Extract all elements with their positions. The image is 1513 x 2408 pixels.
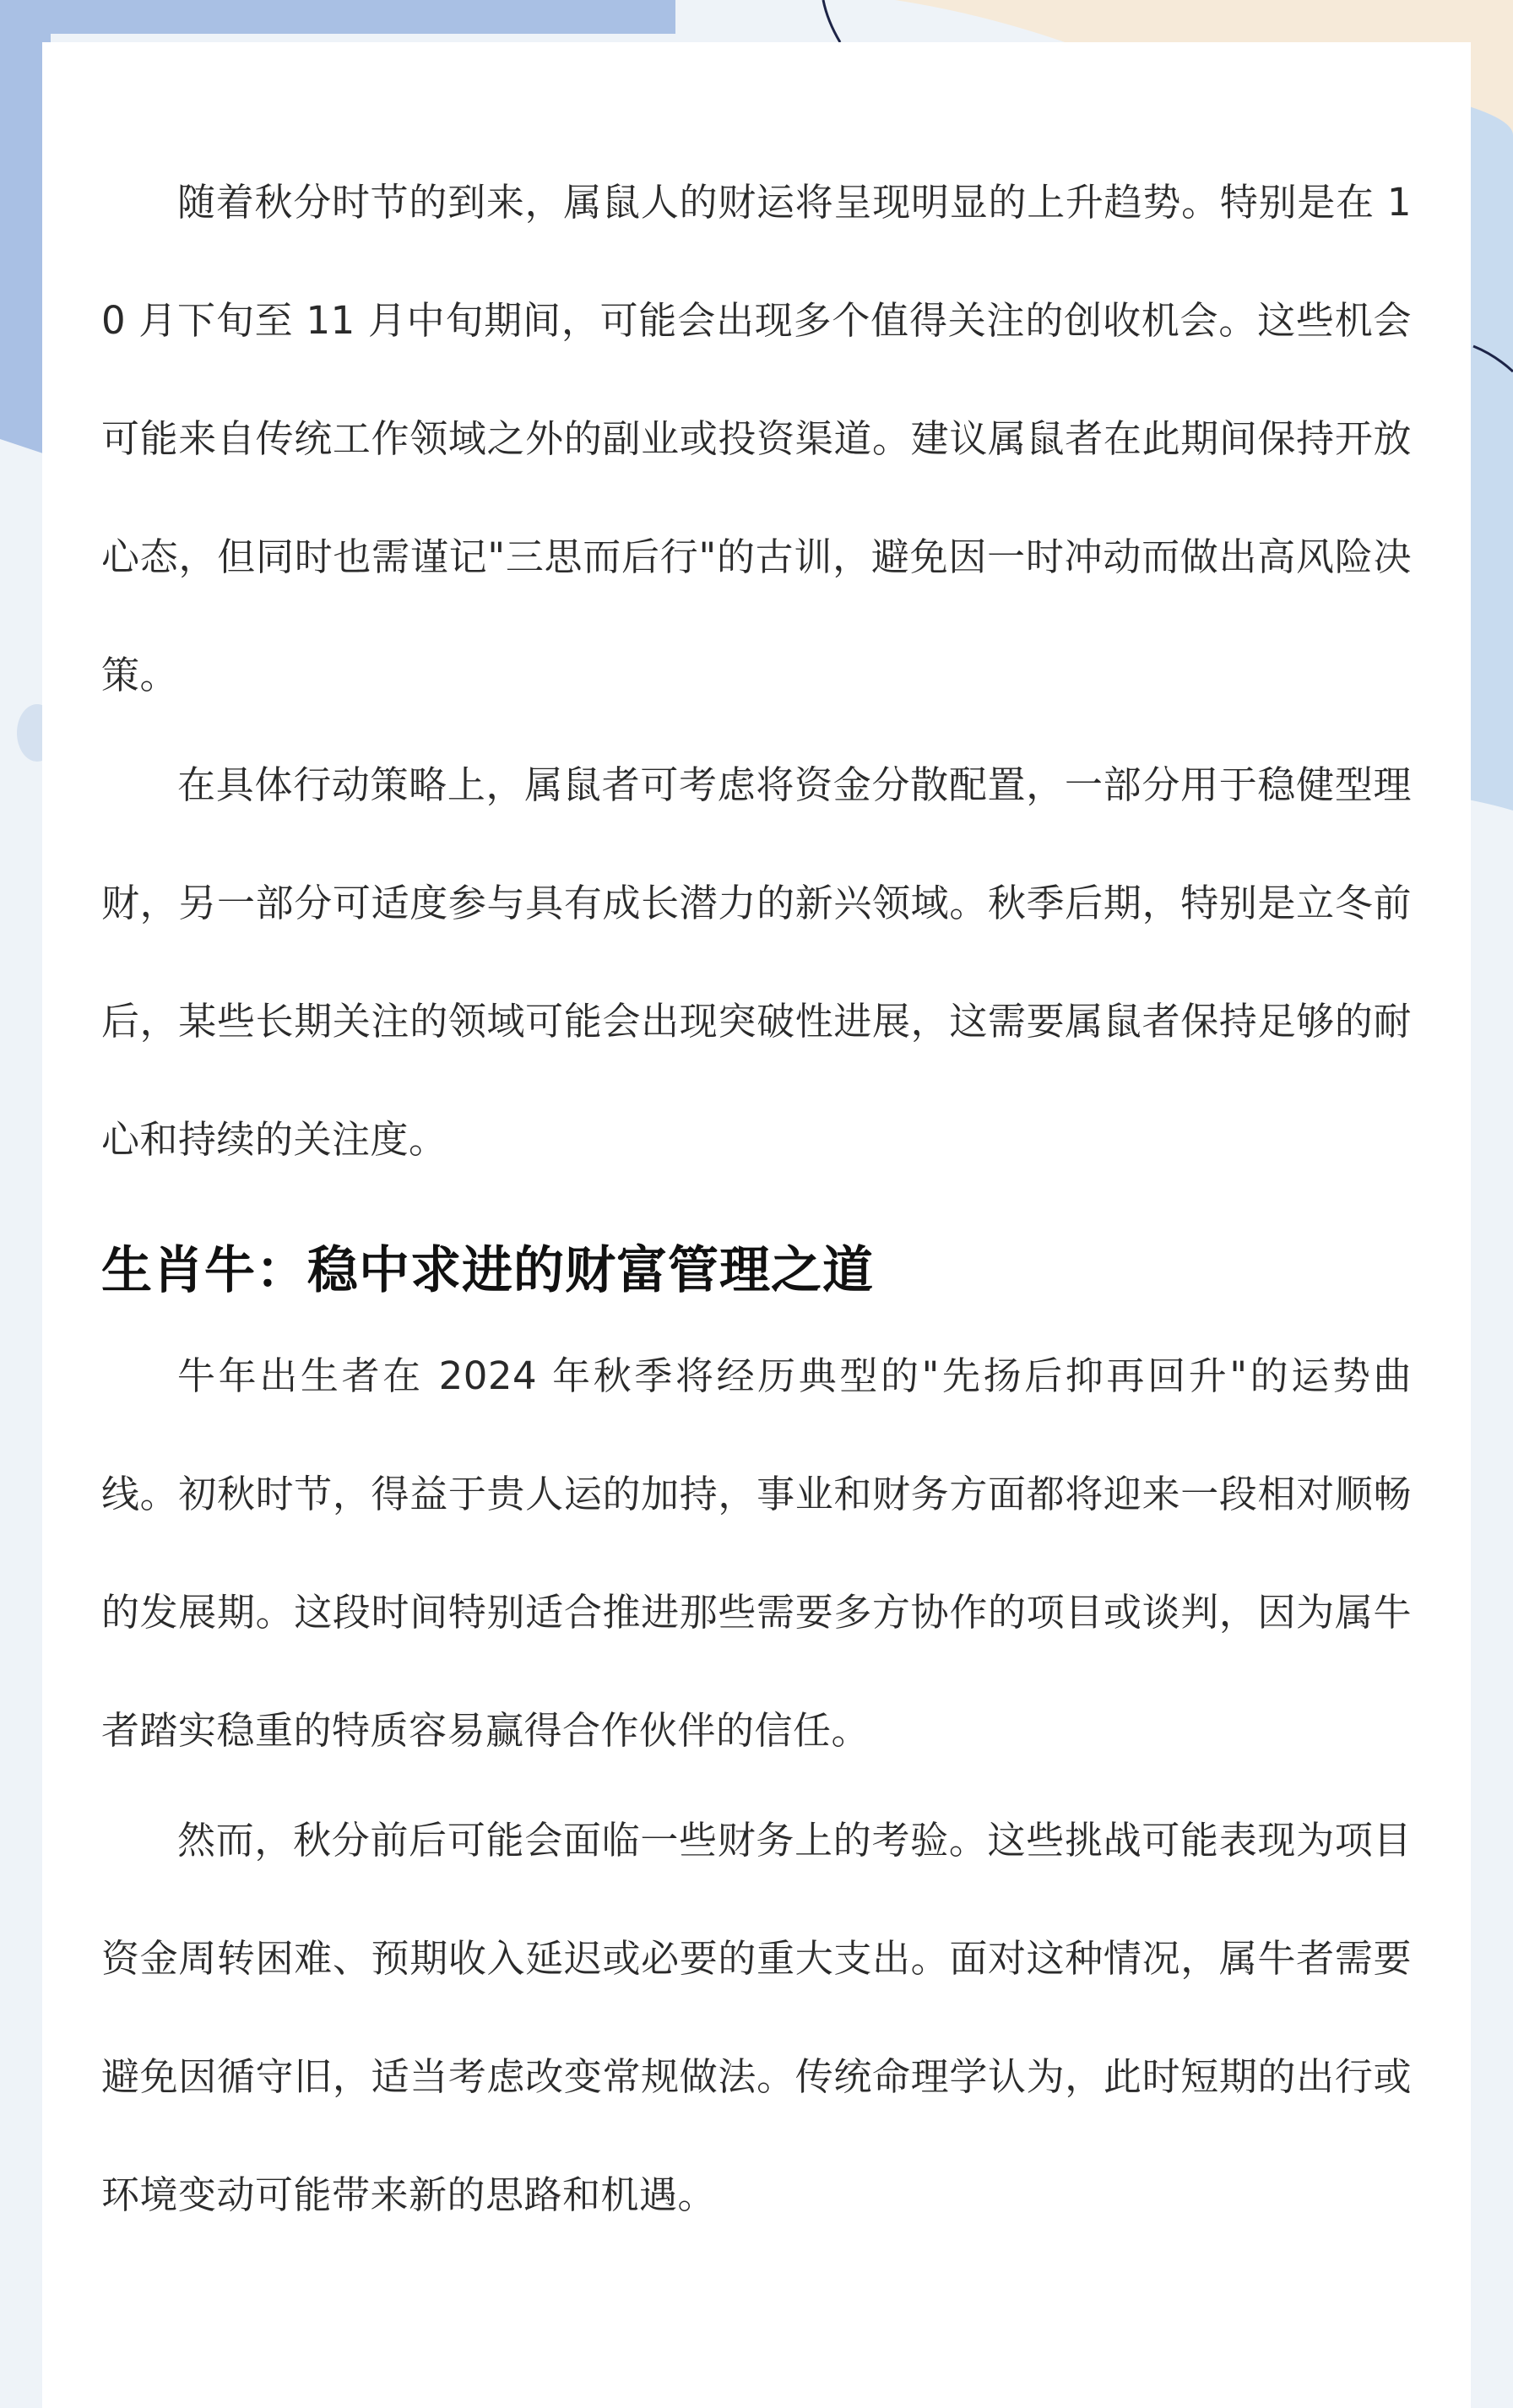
section-ox — [101, 1224, 1412, 2254]
paragraph-ox-2: 然而，秋分前后可能会面临一些财务上的考验。这些挑战可能表现为项目资金周转困难、预期收入延迟或必要的重大支出。面对这种情况，属牛者需要避免因循守旧，适当考虑改变常规做法。传统命理学认为，此时短期的出行或环境变动可能带来新的思路和机遇。 — [101, 1818, 1412, 2217]
top-curve-line — [823, 0, 840, 42]
article-card — [42, 42, 1471, 2408]
section-heading-ox: 生肖牛：稳中求进的财富管理之道 — [101, 1241, 874, 1300]
paragraph-ox-1: 牛年出生者在 2024 年秋季将经历典型的"先扬后抑再回升"的运势曲线。初秋时节，得益于贵人运的加持，事业和财务方面都将迎来一段相对顺畅的发展期。这段时间特别适合推进那些需要多方协作的项目或谈判，因为属牛者踏实稳重的特质容易赢得合作伙伴的信任。 — [101, 1353, 1412, 1753]
paragraph-rat-1: 随着秋分时节的到来，属鼠人的财运将呈现明显的上升趋势。特别是在 10 月下旬至 11 月中旬期间，可能会出现多个值得关注的创收机会。这些机会可能来自传统工作领域之外的副业或投资渠道。建议属鼠者在此期间保持开放心态，但同时也需谨记"三思而后行"的古训，避免因一时冲动而做出高风险决策。 — [101, 180, 1412, 697]
paragraph-rat-2: 在具体行动策略上，属鼠者可考虑将资金分散配置，一部分用于稳健型理财，另一部分可适度参与具有成长潜力的新兴领域。秋季后期，特别是立冬前后，某些长期关注的领域可能会出现突破性进展，这需要属鼠者保持足够的耐心和持续的关注度。 — [101, 762, 1412, 1162]
section-rat — [101, 144, 1412, 1199]
